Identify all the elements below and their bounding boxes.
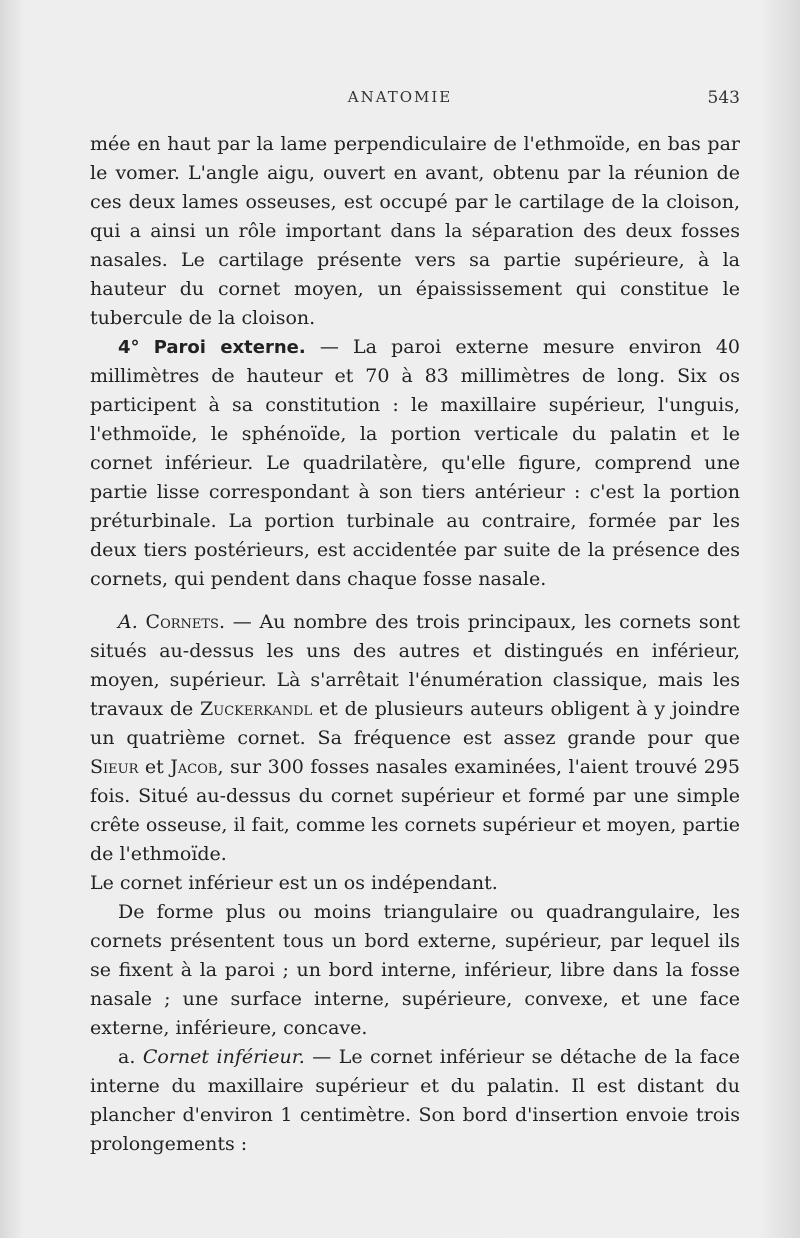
paragraph-text: — La paroi externe mesure environ 40 millimètres de hauteur et 70 à 83 millimètres de long. Six os participent à sa constitution : le maxillaire supérieur, l'unguis, l'ethmoïde, le sphénoïde, la portion verticale du palatin et le cornet inférieur. Le quadrilatère, qu'elle figure, comprend une partie lisse correspondant à son tiers antérieur : c'est la portion préturbinale. La portion turbinale au contraire, formée par les deux tiers postérieurs, est accidentée par suite de la présence des cornets, qui pendent dans chaque fosse nasale.: [90, 336, 740, 590]
section-heading-paroi-externe: Paroi externe.: [153, 337, 306, 358]
running-header: ANATOMIE: [347, 88, 453, 106]
paragraph-text: — Le cornet inférieur se détache de la face interne du maxillaire supérieur et du palatin. Il est distant du plancher d'environ 1 centimètre. Son bord d'insertion envoie trois prolongements :: [90, 1046, 741, 1155]
paragraph-cornets: [90, 608, 740, 869]
paragraph-text: et: [138, 756, 171, 778]
paragraph-lower-cornet: [90, 1043, 740, 1159]
subsection-label: a.: [118, 1046, 136, 1068]
author-name: Zuckerkandl: [200, 698, 313, 720]
paragraph-text: — Au nombre des trois principaux, les cornets sont situés au-dessus les uns des autres et distingués en inférieur, moyen, supérieur. Là s'arrêtait l'énumération classique, mais les travaux de: [90, 611, 740, 720]
subsection-label: A.: [118, 611, 138, 633]
author-name: Jacob: [170, 756, 218, 778]
section-number: 4°: [118, 337, 140, 358]
paragraph-text: , sur 300 fosses nasales examinées, l'aient trouvé 295 fois. Situé au-dessus du cornet supérieur et formé par une simple crête osseuse, il fait, comme les cornets supérieur et moyen, partie de l'ethmoïde.: [90, 756, 740, 865]
paragraph-cornet-shape: De forme plus ou moins triangulaire ou quadrangulaire, les cornets présentent tous un bord externe, supérieur, par lequel ils se fixent à la paroi ; un bord interne, inférieur, libre dans la fosse nasale ; une surface interne, supérieure, convexe, et une face externe, inférieure, concave.: [90, 901, 740, 1039]
page-number: 543: [707, 88, 740, 108]
author-name: Sieur: [90, 756, 139, 778]
subsection-heading-cornets: Cornets.: [145, 611, 225, 633]
page-body: [90, 130, 740, 1159]
subsection-heading-cornet-inferieur: Cornet inférieur.: [142, 1046, 305, 1068]
paragraph-septum-continued: mée en haut par la lame perpendiculaire de l'ethmoïde, en bas par le vomer. L'angle aigu, ouvert en avant, obtenu par la réunion de ces deux lames osseuses, est occupé par le cartilage de la cloison, qui a ainsi un rôle important dans la séparation des deux fosses nasales. Le cartilage présente vers sa partie supérieure, à la hauteur du cornet moyen, un épaississement qui constitue le tubercule de la cloison.: [90, 133, 740, 329]
paragraph-text: et de plusieurs auteurs obligent à y joindre un quatrième cornet. Sa fréquence est assez grande pour que: [90, 698, 741, 749]
paragraph-lower-cornet-independent: Le cornet inférieur est un os indépendant.: [90, 872, 498, 894]
paragraph-lateral-wall: [90, 333, 740, 594]
